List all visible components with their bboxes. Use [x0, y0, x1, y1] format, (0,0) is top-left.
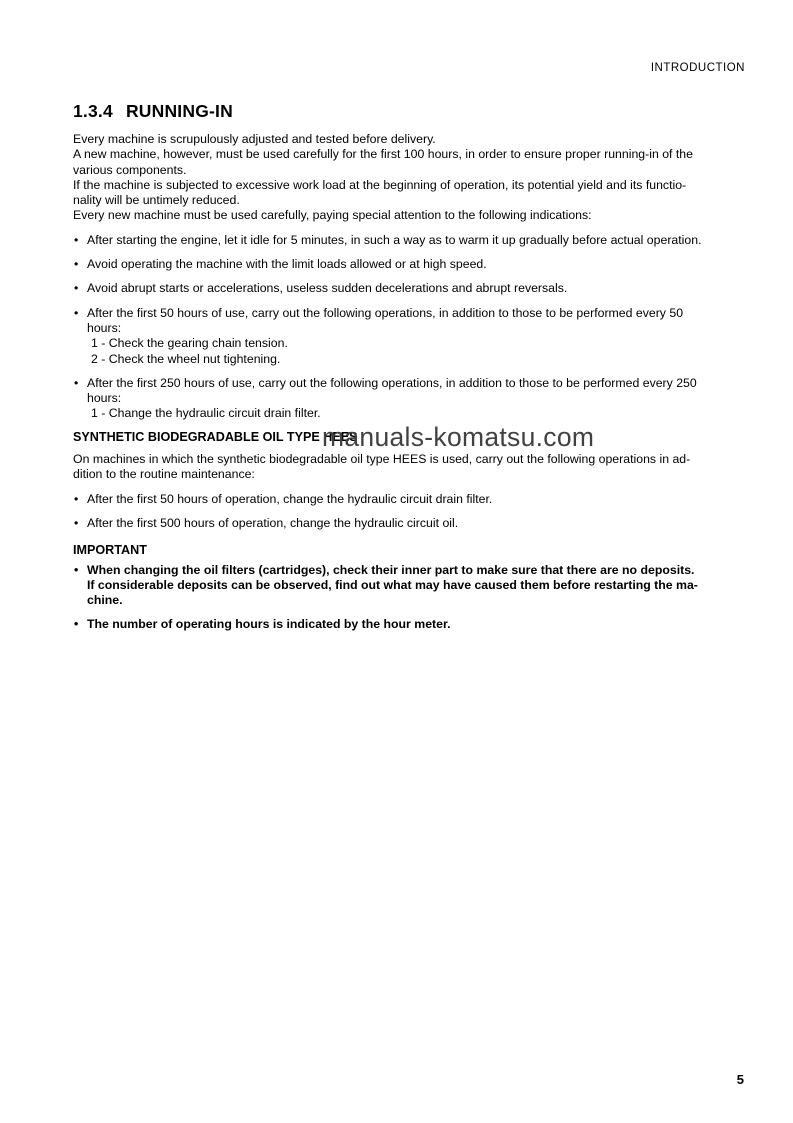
text-line: After the first 500 hours of operation, change the hydraulic circuit oil.	[87, 515, 459, 530]
hees-paragraph	[73, 452, 748, 483]
text-line: When changing the oil filters (cartridges), check their inner part to make sure that there are no deposits.	[87, 562, 695, 577]
text-line: A new machine, however, must be used carefully for the first 100 hours, in order to ensure proper running-in of the	[73, 147, 693, 162]
page-content	[73, 101, 748, 633]
text-line: After the first 50 hours of operation, change the hydraulic circuit drain filter.	[87, 491, 493, 506]
text-line: chine.	[87, 593, 123, 608]
list-item	[73, 563, 748, 609]
bullet-icon: •	[74, 515, 79, 530]
bullet-icon: •	[74, 232, 79, 247]
section-heading	[73, 101, 748, 121]
running-in-list	[73, 233, 748, 422]
intro-paragraph	[73, 132, 748, 224]
bullet-icon: •	[74, 375, 79, 390]
bullet-icon: •	[74, 491, 79, 506]
text-line: various components.	[73, 162, 187, 177]
text-line: Avoid abrupt starts or accelerations, useless sudden decelerations and abrupt reversals.	[87, 281, 568, 296]
list-item-text	[87, 257, 748, 272]
text-line: Every new machine must be used carefully, paying special attention to the following indications:	[73, 208, 592, 223]
page-header: INTRODUCTION	[650, 62, 745, 74]
watermark: manuals-komatsu.com	[322, 422, 595, 452]
list-item	[73, 257, 748, 272]
list-item	[73, 281, 748, 296]
section-number: 1.3.4	[73, 101, 113, 121]
hees-section-heading: SYNTHETIC BIODEGRADABLE OIL TYPE HEES	[73, 429, 358, 444]
list-item	[73, 233, 748, 248]
numbered-sub-list	[91, 406, 748, 421]
list-item	[73, 376, 748, 422]
list-item-text	[87, 281, 748, 296]
text-line: The number of operating hours is indicated by the hour meter.	[87, 617, 451, 632]
sub-list-item: 2 - Check the wheel nut tightening.	[91, 351, 281, 366]
list-item-text	[87, 233, 748, 248]
list-item-text	[87, 306, 748, 367]
text-line: Every machine is scrupulously adjusted and tested before delivery.	[73, 132, 436, 146]
sub-list-item: 1 - Check the gearing chain tension.	[91, 336, 288, 351]
sub-list-item: 1 - Change the hydraulic circuit drain filter.	[91, 406, 321, 421]
text-line: On machines in which the synthetic biodegradable oil type HEES is used, carry out the following operations in ad-	[73, 452, 691, 467]
section-title: RUNNING-IN	[125, 101, 233, 121]
list-item	[73, 492, 748, 507]
hees-list	[73, 492, 748, 532]
list-item-text	[87, 492, 748, 507]
important-section	[73, 543, 748, 632]
text-line: nality will be untimely reduced.	[73, 193, 240, 208]
important-heading: IMPORTANT	[73, 543, 147, 558]
text-line: hours:	[87, 320, 122, 335]
text-line: After the first 250 hours of use, carry out the following operations, in addition to those to be performed every 250	[87, 375, 697, 390]
bullet-icon: •	[74, 562, 79, 577]
text-line: If the machine is subjected to excessive work load at the beginning of operation, its potential yield and its functio-	[73, 177, 687, 192]
list-item	[73, 516, 748, 531]
list-item-text	[87, 563, 748, 609]
list-item	[73, 617, 748, 632]
text-line: After the first 50 hours of use, carry out the following operations, in addition to those to be performed every 50	[87, 305, 684, 320]
bullet-icon: •	[74, 617, 79, 632]
list-item	[73, 306, 748, 367]
bullet-icon: •	[74, 281, 79, 296]
bullet-icon: •	[74, 257, 79, 272]
list-item-text	[87, 376, 748, 422]
text-line: hours:	[87, 391, 122, 406]
text-line: After starting the engine, let it idle for 5 minutes, in such a way as to warm it up gradually before actual operation.	[87, 232, 702, 247]
bullet-icon: •	[74, 305, 79, 320]
numbered-sub-list	[91, 336, 748, 367]
text-line: Avoid operating the machine with the limit loads allowed or at high speed.	[87, 257, 487, 272]
list-item-text	[87, 617, 748, 632]
text-line: If considerable deposits can be observed, find out what may have caused them before restarting the ma-	[87, 577, 698, 592]
page-number: 5	[736, 1072, 744, 1087]
text-line: dition to the routine maintenance:	[73, 467, 255, 482]
list-item-text	[87, 516, 748, 531]
